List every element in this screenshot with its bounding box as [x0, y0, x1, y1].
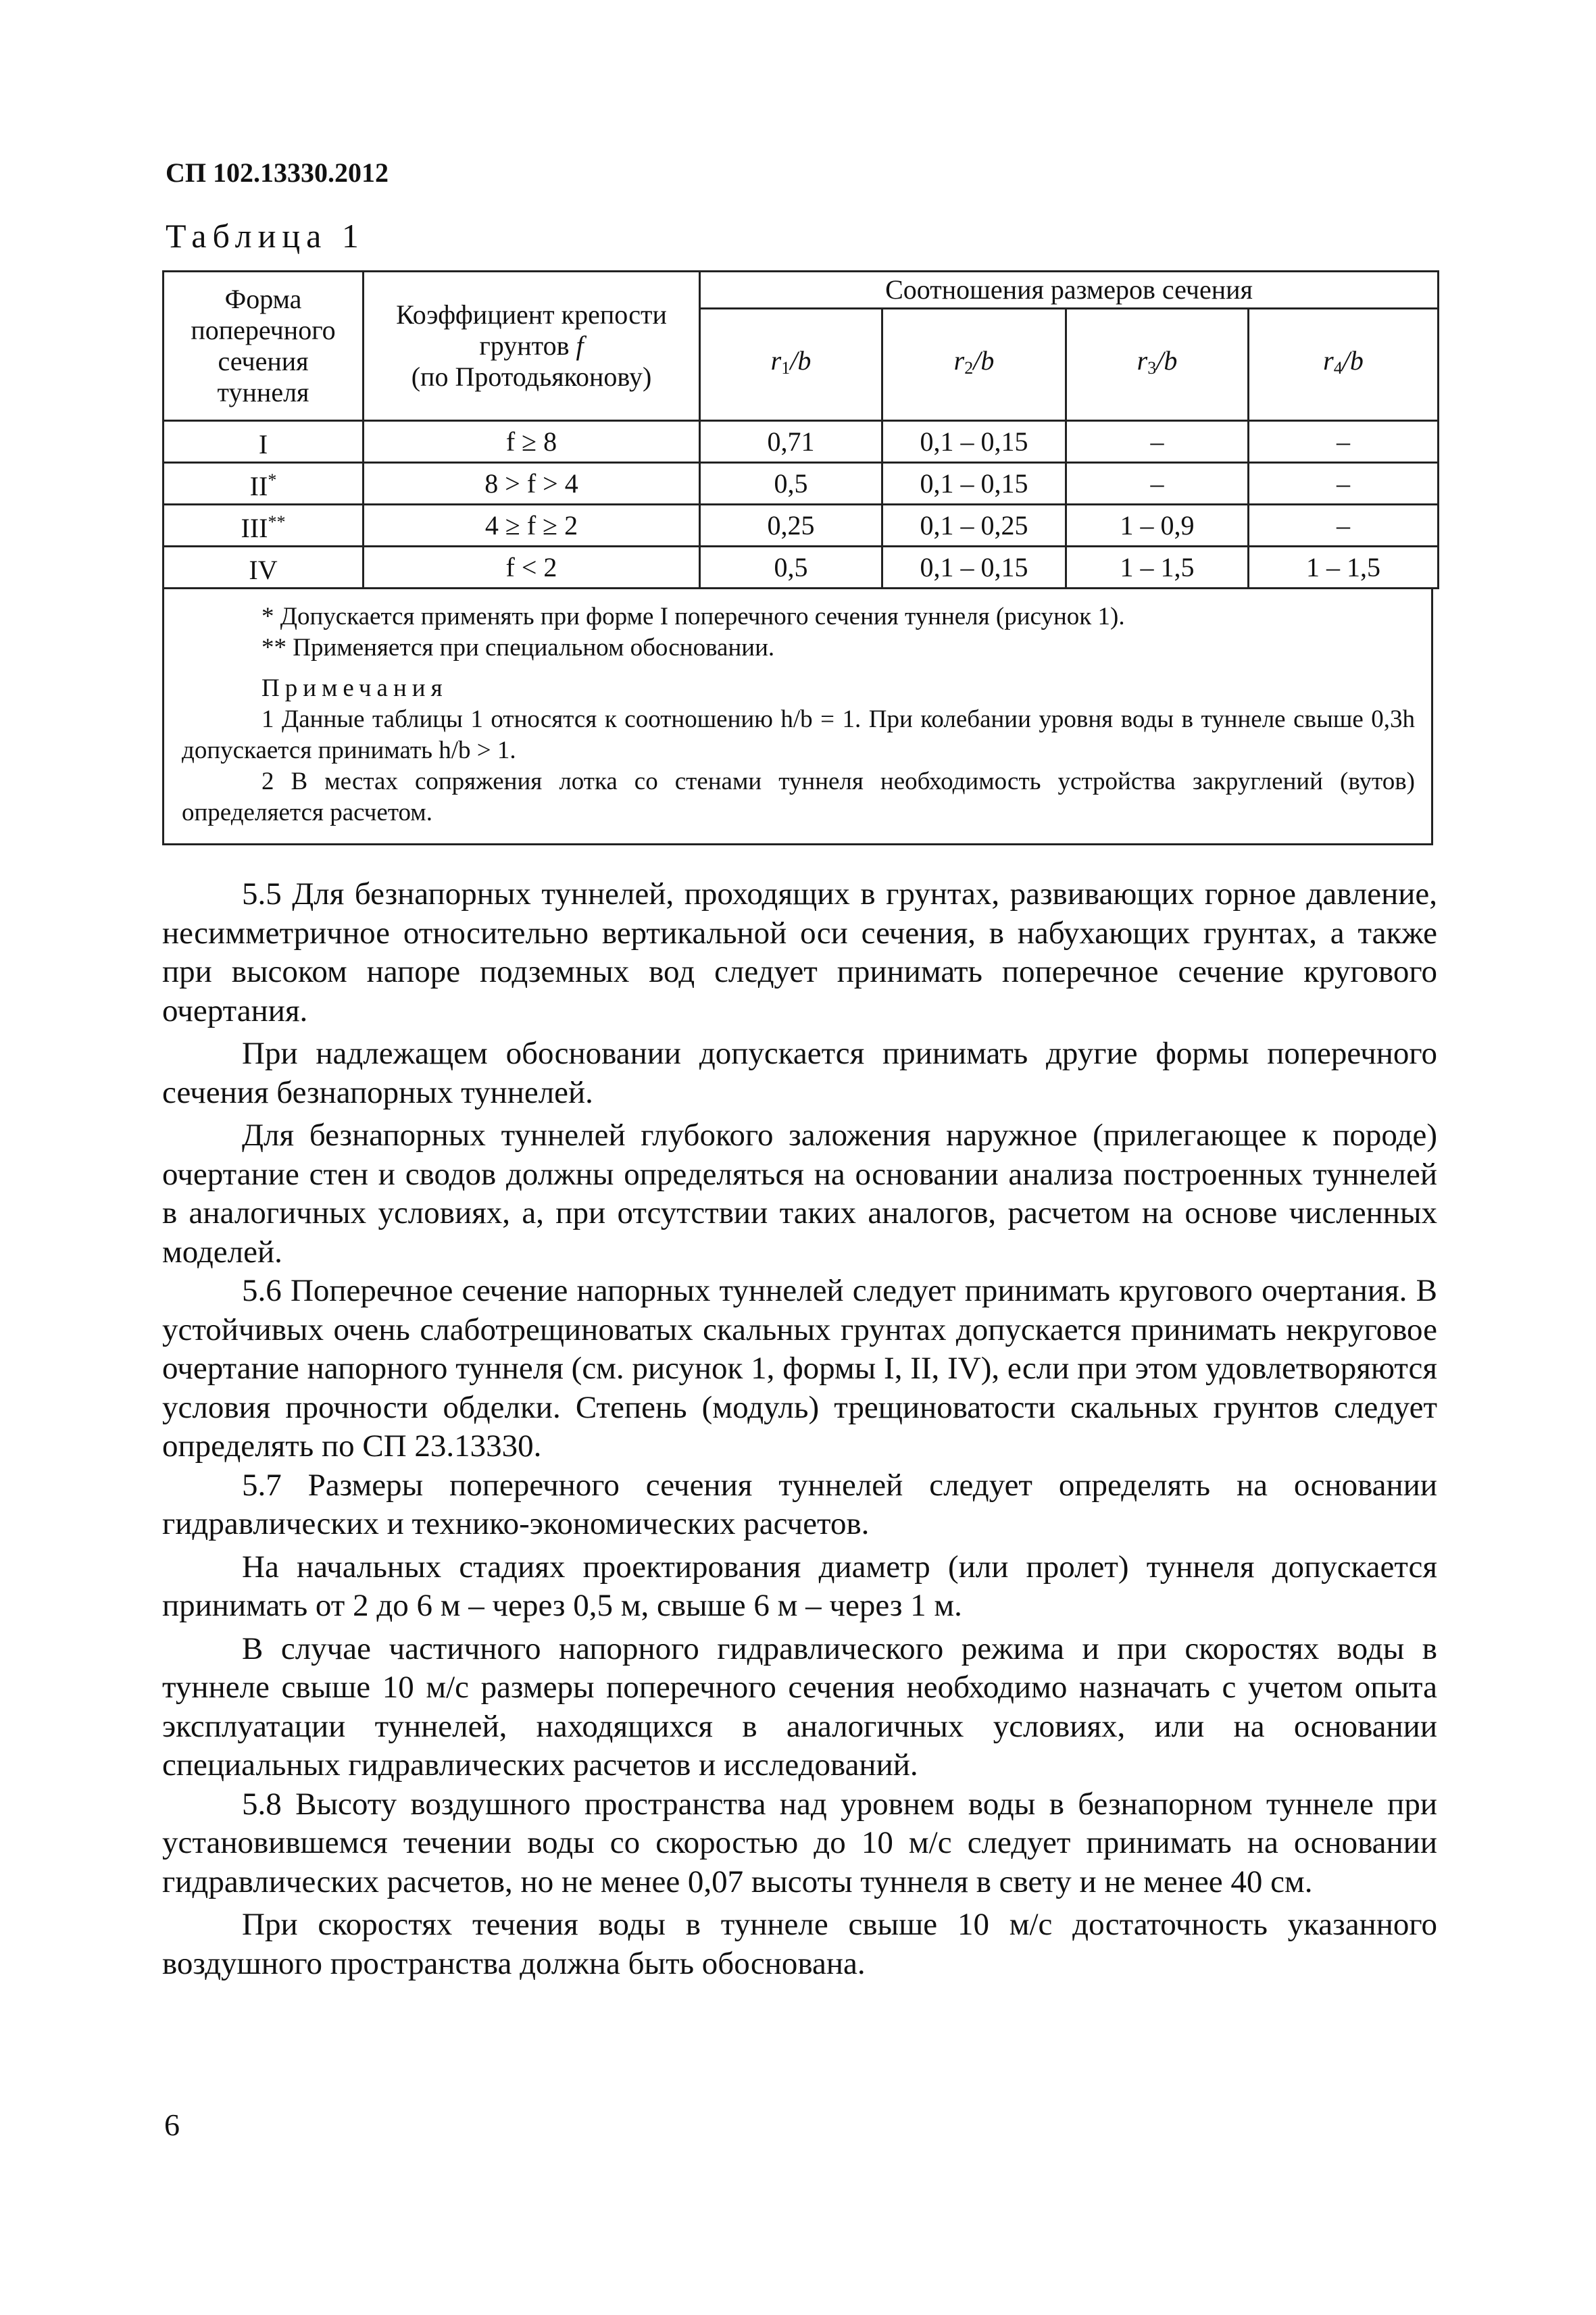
paragraph-5-8: 5.8 Высоту воздушного пространства над уровнем воды в безнапорном туннеле при установившемся течении воды со скоростью до 10 м/с следует принимать на основании гидравлических расчетов, но не менее 0,07 высоты туннеля в свету и не менее 40 см. [162, 1786, 1437, 1899]
cell-r4: 1 – 1,5 [1249, 547, 1439, 589]
cell-form: I [164, 421, 364, 463]
paragraph-5-5: 5.5 Для безнапорных туннелей, проходящих в грунтах, развивающих горное давление, несимметричное относительно вертикальной оси сечения, в набухающих грунтах, а также при высоком напоре подземных вод следует принимать поперечное сечение кругового очертания. [162, 876, 1437, 1028]
cell-form: III** [164, 505, 364, 547]
notes-header: Примечания [261, 674, 448, 702]
paragraph: На начальных стадиях проектирования диаметр (или пролет) туннеля допускается принимать от 2 до 6 м – через 0,5 м, свыше 6 м – через 1 м. [162, 1549, 1437, 1623]
table-row [164, 547, 1439, 589]
table-row [164, 421, 1439, 463]
paragraph: При скоростях течения воды в туннеле свыше 10 м/с достаточность указанного воздушного пространства должна быть обоснована. [162, 1907, 1437, 1981]
cell-r2: 0,1 – 0,15 [882, 547, 1066, 589]
page-number: 6 [164, 2108, 180, 2142]
document-code: СП 102.13330.2012 [166, 157, 389, 188]
table-row [164, 463, 1439, 505]
header-coef-text: Коэффициент крепости грунтов [396, 299, 667, 361]
paragraph-5-7: 5.7 Размеры поперечного сечения туннелей следует определять на основании гидравлических и технико-экономических расчетов. [162, 1467, 1437, 1541]
header-coef-note: (по Протодьяконову) [411, 362, 652, 392]
table-1 [162, 270, 1437, 845]
table-row [164, 505, 1439, 547]
cell-coef: f ≥ 8 [364, 421, 700, 463]
header-form: Форма поперечного сечения туннеля [164, 272, 364, 421]
paragraph-5-6: 5.6 Поперечное сечение напорных туннелей следует принимать кругового очертания. В устойчивых очень слаботрещиноватых скальных грунтах допускается принимать некруговое очертание напорного туннеля (см. рисунок 1, формы I, II, IV), если при этом удовлетворяются условия прочности обделки. Степень (модуль) трещиноватости скальных грунтов следует определять по СП 23.13330. [162, 1273, 1437, 1464]
cell-r3: – [1066, 463, 1249, 505]
paragraph: В случае частичного напорного гидравлического режима и при скоростях воды в туннеле свыше 10 м/с размеры поперечного сечения необходимо назначать с учетом опыта эксплуатации туннелей, находящихся в аналогичных условиях, или на основании специальных гидравлических расчетов и исследований. [162, 1631, 1437, 1783]
cell-r1: 0,5 [700, 547, 882, 589]
note-2: 2 В местах сопряжения лотка со стенами туннеля необходимость устройства закруглений (вутов) определяется расчетом. [182, 768, 1415, 826]
cell-coef: 8 > f > 4 [364, 463, 700, 505]
cell-coef: 4 ≥ f ≥ 2 [364, 505, 700, 547]
cell-r3: 1 – 0,9 [1066, 505, 1249, 547]
footnote-1: * Допускается применять при форме I поперечного сечения туннеля (рисунок 1). [261, 603, 1125, 630]
cell-r2: 0,1 – 0,25 [882, 505, 1066, 547]
cell-form: IV [164, 547, 364, 589]
header-r3b: $r_3/b$ [1066, 309, 1249, 421]
footnote-2: ** Применяется при специальном обосновании. [261, 634, 775, 662]
section-ratio-table [162, 270, 1439, 589]
header-r2b: $r_2/b$ [882, 309, 1066, 421]
cell-r1: 0,5 [700, 463, 882, 505]
cell-r3: – [1066, 421, 1249, 463]
cell-r3: 1 – 1,5 [1066, 547, 1249, 589]
cell-r1: 0,71 [700, 421, 882, 463]
body-text [162, 875, 1437, 1983]
paragraph: При надлежащем обосновании допускается принимать другие формы поперечного сечения безнапорных туннелей. [162, 1036, 1437, 1110]
note-1: 1 Данные таблицы 1 относятся к соотношению h/b = 1. При колебании уровня воды в туннеле свыше 0,3h допускается принимать h/b > 1. [182, 705, 1415, 764]
header-coef [364, 272, 700, 421]
cell-r4: – [1249, 505, 1439, 547]
cell-r4: – [1249, 421, 1439, 463]
cell-r4: – [1249, 463, 1439, 505]
header-r4b: $r_4/b$ [1249, 309, 1439, 421]
table-title: Таблица 1 [166, 217, 365, 255]
cell-form: II* [164, 463, 364, 505]
header-coef-symbol: f [576, 330, 584, 361]
header-ratios-group: Соотношения размеров сечения [700, 272, 1439, 309]
header-r1b: $r_1/b$ [700, 309, 882, 421]
cell-r2: 0,1 – 0,15 [882, 421, 1066, 463]
cell-r2: 0,1 – 0,15 [882, 463, 1066, 505]
paragraph: Для безнапорных туннелей глубокого заложения наружное (прилегающее к породе) очертание стен и сводов должны определяться на основании анализа построенных туннелей в аналогичных условиях, а, при отсутствии таких аналогов, расчетом на основе численных моделей. [162, 1118, 1437, 1270]
table-notes-box [162, 589, 1433, 845]
cell-coef: f < 2 [364, 547, 700, 589]
cell-r1: 0,25 [700, 505, 882, 547]
